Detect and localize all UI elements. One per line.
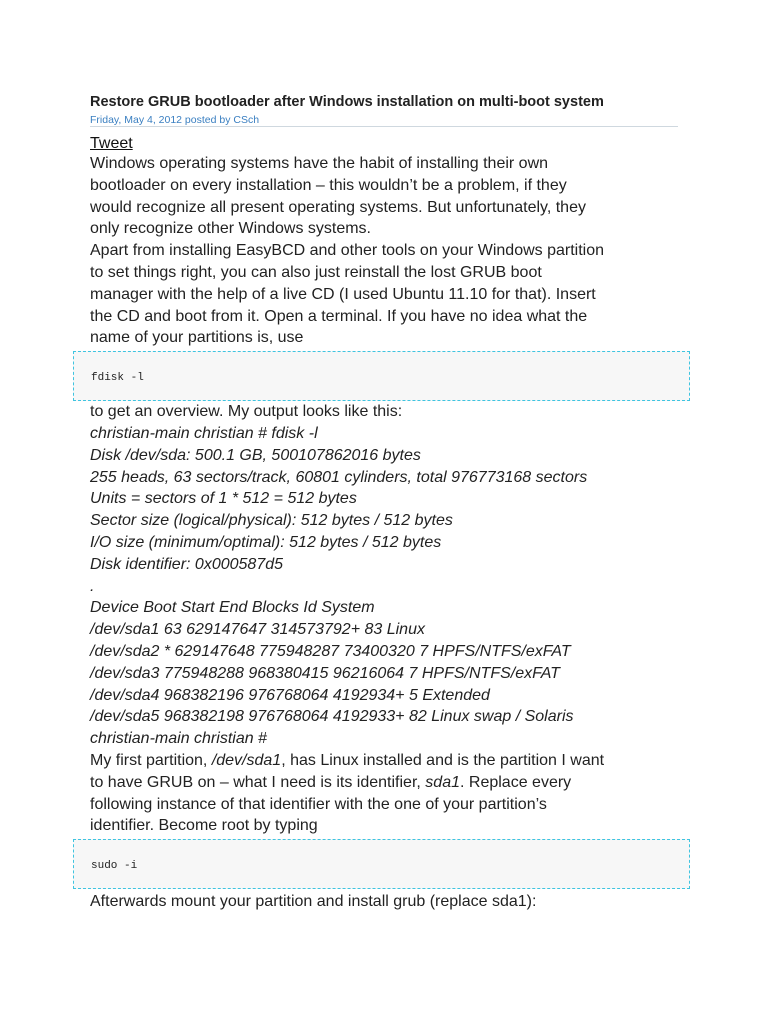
output-line: Disk identifier: 0x000587d5 — [90, 555, 284, 573]
article-title: Restore GRUB bootloader after Windows installation on multi-boot system — [90, 94, 604, 110]
output-line: I/O size (minimum/optimal): 512 bytes / 512 bytes — [90, 533, 442, 551]
text-line: the CD and boot from it. Open a terminal. If you have no idea what the — [90, 307, 588, 325]
post-meta: Friday, May 4, 2012 posted by CSch — [90, 114, 678, 127]
paragraph-intro — [90, 153, 690, 240]
text-line: would recognize all present operating systems. But unfortunately, they — [90, 198, 586, 216]
output-line: christian-main christian # — [90, 730, 267, 748]
output-line: /dev/sda5 968382198 976768064 4192933+ 82 Linux swap / Solaris — [90, 708, 574, 726]
text-line: only recognize other Windows systems. — [90, 220, 371, 238]
code-block-sudo[interactable] — [73, 839, 690, 889]
text-span: , has Linux installed and is the partition I want — [281, 751, 605, 769]
code-text: sudo -i — [91, 860, 138, 873]
text-line: Windows operating systems have the habit of installing their own — [90, 155, 549, 172]
output-line: Units = sectors of 1 * 512 = 512 bytes — [90, 490, 357, 508]
text-line: identifier. Become root by typing — [90, 817, 318, 835]
text-span: to have GRUB on – what I need is its identifier, — [90, 773, 426, 791]
text-line: following instance of that identifier with the one of your partition’s — [90, 795, 547, 813]
output-line: Disk /dev/sda: 500.1 GB, 500107862016 bytes — [90, 446, 421, 464]
output-line: . — [90, 577, 95, 595]
text-line: to get an overview. My output looks like this: — [90, 403, 403, 421]
text-line: bootloader on every installation – this wouldn’t be a problem, if they — [90, 176, 567, 194]
text-line: manager with the help of a live CD (I used Ubuntu 11.10 for that). Insert — [90, 285, 596, 303]
text-line: Apart from installing EasyBCD and other tools on your Windows partition — [90, 242, 605, 260]
text-line: Afterwards mount your partition and install grub (replace sda1): — [90, 893, 537, 911]
text-span: . Replace every — [460, 773, 572, 791]
text-span: My first partition, — [90, 751, 212, 769]
text-line — [90, 750, 690, 772]
paragraph-partition — [90, 750, 690, 837]
text-line: to set things right, you can also just reinstall the lost GRUB boot — [90, 263, 542, 281]
output-line: /dev/sda1 63 629147647 314573792+ 83 Linux — [90, 621, 425, 639]
partition-path: /dev/sda1 — [211, 751, 282, 769]
output-line: christian-main christian # fdisk -l — [90, 424, 318, 442]
output-line: /dev/sda4 968382196 976768064 4192934+ 5 Extended — [90, 686, 490, 704]
partition-identifier: sda1 — [425, 773, 460, 791]
output-line: /dev/sda3 775948288 968380415 96216064 7 HPFS/NTFS/exFAT — [90, 664, 560, 682]
output-line: Device Boot Start End Blocks Id System — [90, 599, 375, 617]
output-line: 255 heads, 63 sectors/track, 60801 cylinders, total 976773168 sectors — [90, 468, 588, 486]
code-block-fdisk[interactable] — [73, 351, 690, 401]
tweet-link[interactable]: Tweet — [90, 135, 133, 152]
output-line: Sector size (logical/physical): 512 bytes / 512 bytes — [90, 512, 453, 530]
code-text: fdisk -l — [91, 372, 144, 385]
article — [90, 94, 690, 913]
text-line — [90, 772, 690, 794]
paragraph-instructions — [90, 240, 690, 349]
output-line: /dev/sda2 * 629147648 775948287 73400320 7 HPFS/NTFS/exFAT — [90, 642, 571, 660]
text-line: name of your partitions is, use — [90, 329, 304, 347]
terminal-output — [90, 423, 690, 750]
